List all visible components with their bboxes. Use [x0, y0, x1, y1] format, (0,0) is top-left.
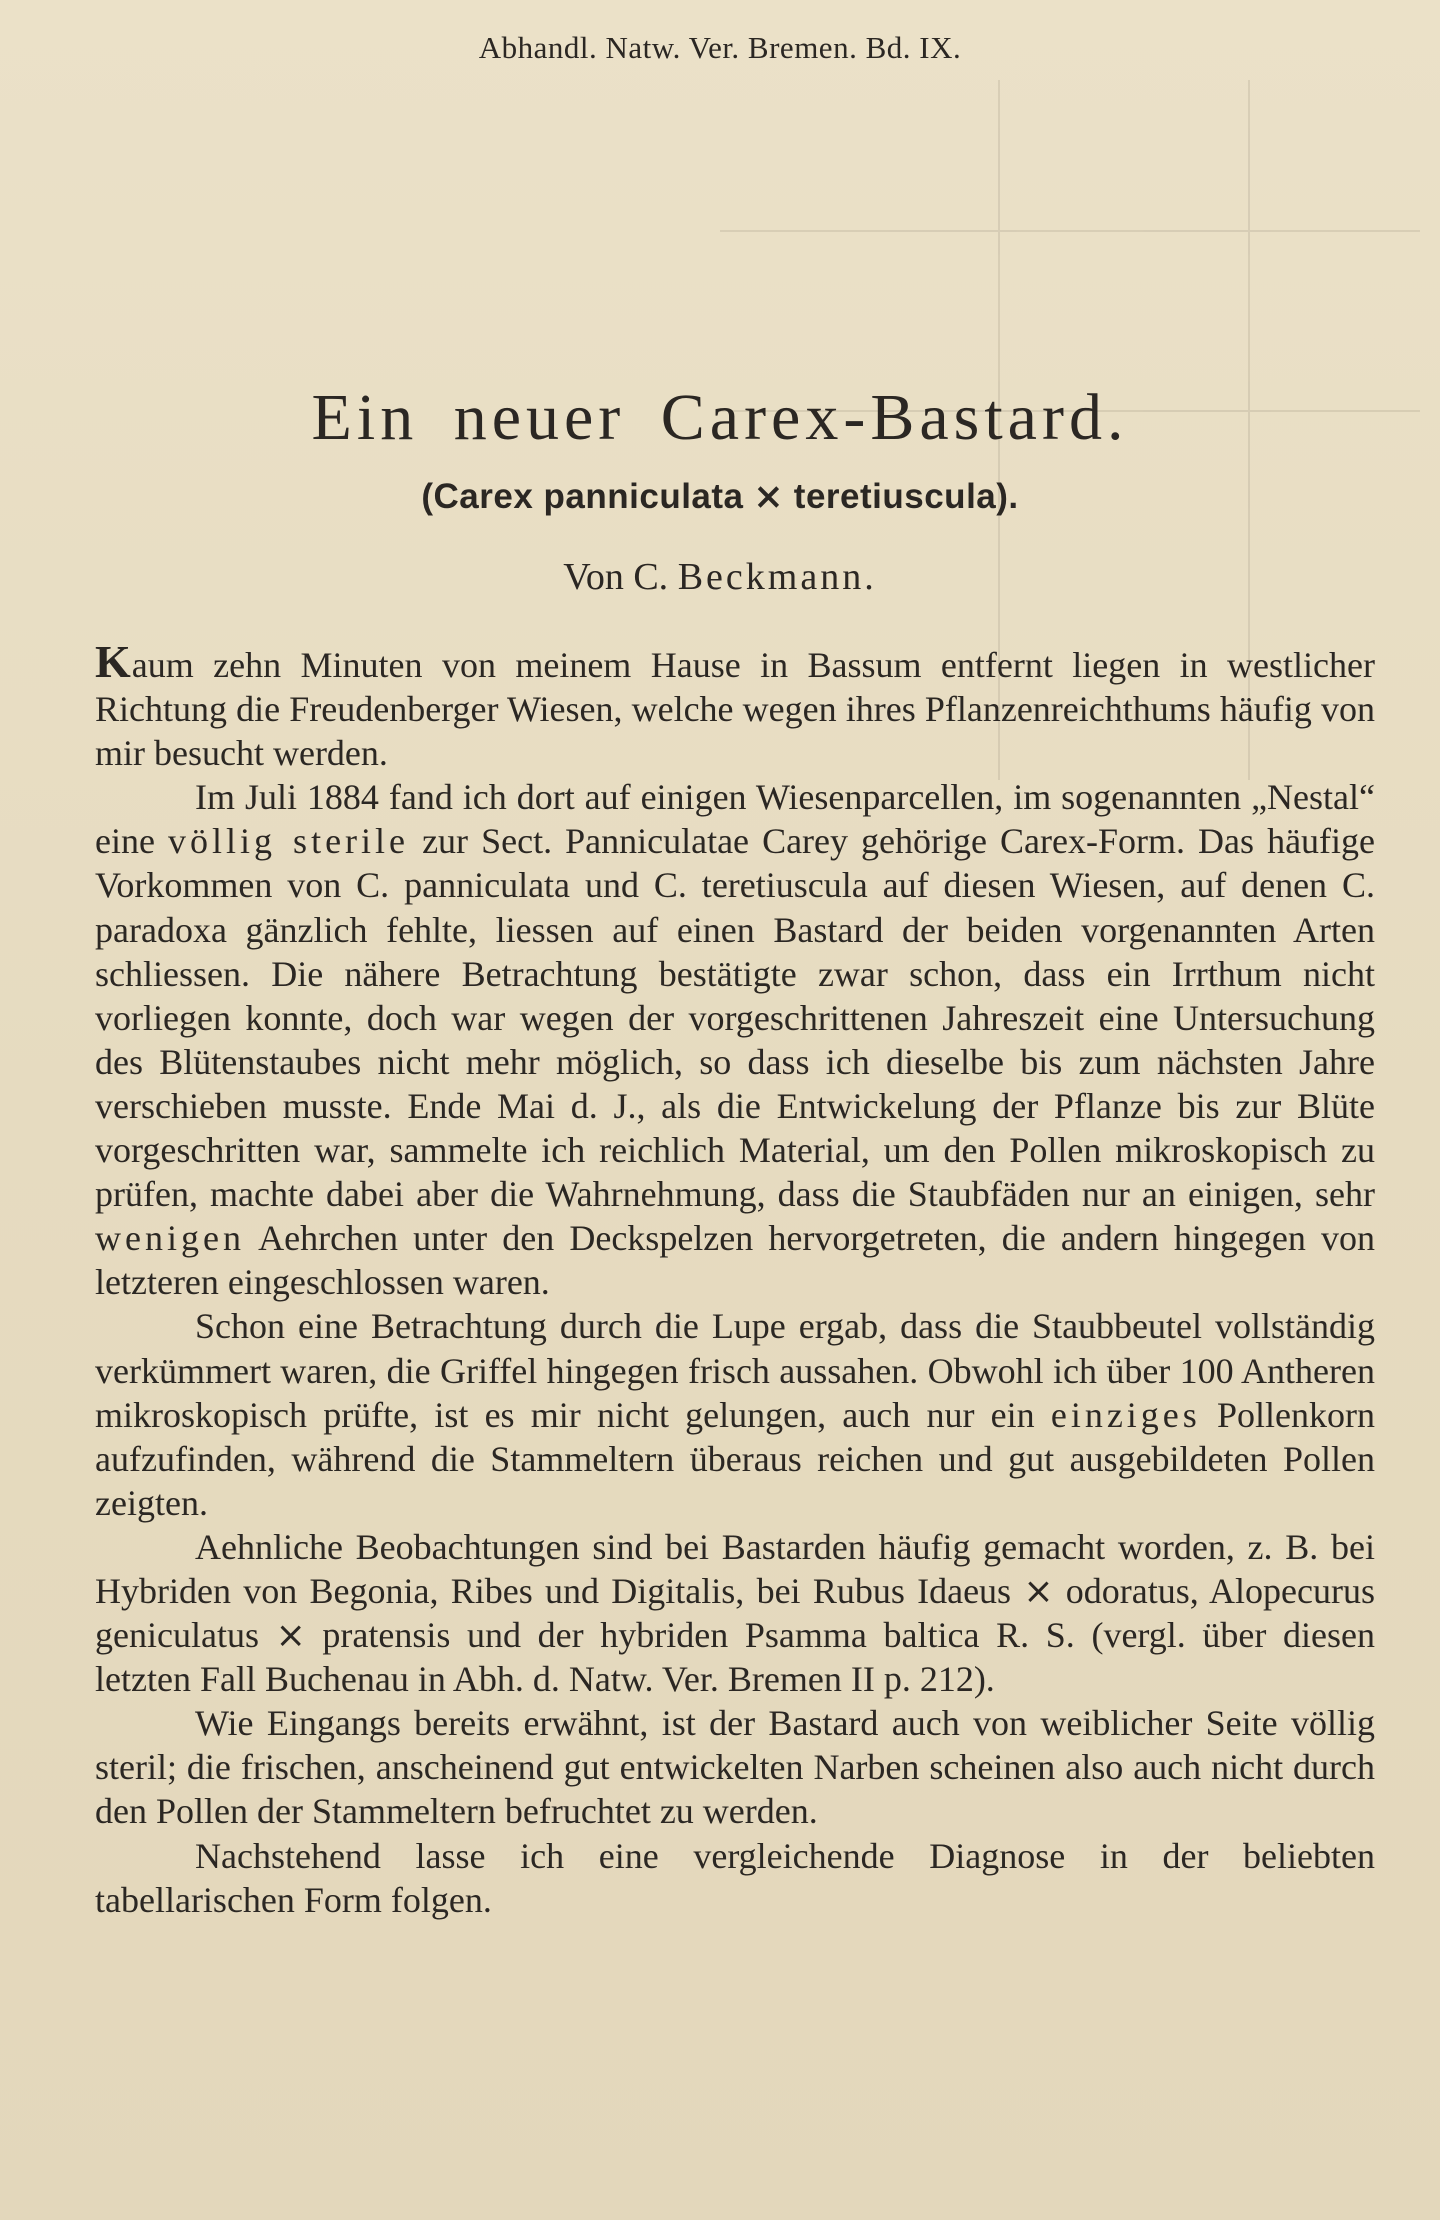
- author-line: [0, 555, 1440, 599]
- paragraph-3-text-a: Schon eine Betrachtung durch die Lupe ergab, dass die Staubbeutel vollständig verkümmert waren, die Griffel hingegen frisch aussahen. Obwohl ich über 100 Antheren mikroskopisch prüfte, ist es mir nicht gelungen, auch nur ein: [95, 1306, 1375, 1435]
- paragraph-1: [95, 636, 1375, 775]
- author-prefix: Von C.: [563, 556, 669, 598]
- article-title: Ein neuer Carex-Bastard.: [311, 381, 1129, 454]
- paragraph-6: Nachstehend lasse ich eine vergleichende Diagnose in der beliebten tabellarischen Form folgen.: [95, 1835, 1375, 1920]
- article-subtitle: (Carex panniculata ⨯ teretiuscula).: [421, 477, 1019, 516]
- emphasis-wenigen: wenigen: [95, 1218, 245, 1259]
- paragraph-2-text-b: zur Sect. Panniculatae Carey gehörige Carex-Form. Das häufige Vorkommen von C. panniculata und C. teretiuscula auf diesen Wiesen, auf denen C. paradoxa gänzlich fehlte, liessen auf einen Bastard der beiden vorgenannten Arten schliessen. Die nähere Betrachtung bestätigte zwar schon, dass ein Irrthum nicht vorliegen konnte, doch war wegen der vorgeschrittenen Jahreszeit eine Untersuchung des Blütenstaubes nicht mehr möglich, so dass ich dieselbe bis zum nächsten Jahre verschieben musste. Ende Mai d. J., als die Entwickelung der Pflanze bis zur Blüte vorgeschritten war, sammelte ich reichlich Material, um den Pollen mikroskopisch zu prüfen, machte dabei aber die Wahrnehmung, dass die Staubfäden nur an einigen, sehr: [95, 821, 1376, 1215]
- paragraph-2: [95, 775, 1375, 1304]
- paragraph-2-text-c: Aehrchen unter den Deckspelzen hervorgetreten, die andern hingegen von letzteren eingeschlossen waren.: [95, 1218, 1375, 1303]
- paragraph-5: Wie Eingangs bereits erwähnt, ist der Bastard auch von weiblicher Seite völlig steril; die frischen, anscheinend gut entwickelten Narben scheinen also auch nicht durch den Pollen der Stammeltern befruchtet zu werden.: [95, 1703, 1375, 1832]
- running-head: Abhandl. Natw. Ver. Bremen. Bd. IX.: [478, 30, 962, 65]
- paragraph-1-text: aum zehn Minuten von meinem Hause in Bassum entfernt liegen in westlicher Richtung die Freudenberger Wiesen, welche wegen ihres Pflanzenreichthums häufig von mir besucht werden.: [95, 645, 1375, 774]
- paragraph-3: [95, 1304, 1375, 1524]
- paragraph-2-text-a: Im Juli 1884 fand ich dort auf einigen Wiesenparcellen, im sogenannten „Nestal“ eine: [95, 777, 1375, 862]
- emphasis-voellig-sterile: völlig sterile: [168, 821, 410, 862]
- paragraph-4: Aehnliche Beobachtungen sind bei Bastarden häufig gemacht worden, z. B. bei Hybriden von Begonia, Ribes und Digitalis, bei Rubus Idaeus ⨯ odoratus, Alopecurus geniculatus ⨯ pratensis und der hybriden Psamma baltica R. S. (vergl. über diesen letzten Fall Buchenau in Abh. d. Natw. Ver. Bremen II p. 212).: [95, 1526, 1375, 1700]
- paragraph-3-text-b: Pollenkorn aufzufinden, während die Stammeltern überaus reichen und gut ausgebildeten Pollen zeigten.: [95, 1394, 1375, 1523]
- emphasis-einziges: einziges: [1050, 1394, 1201, 1435]
- article-body: [95, 636, 1376, 1922]
- author-name: Beckmann.: [677, 556, 877, 598]
- drop-cap: K: [95, 636, 132, 687]
